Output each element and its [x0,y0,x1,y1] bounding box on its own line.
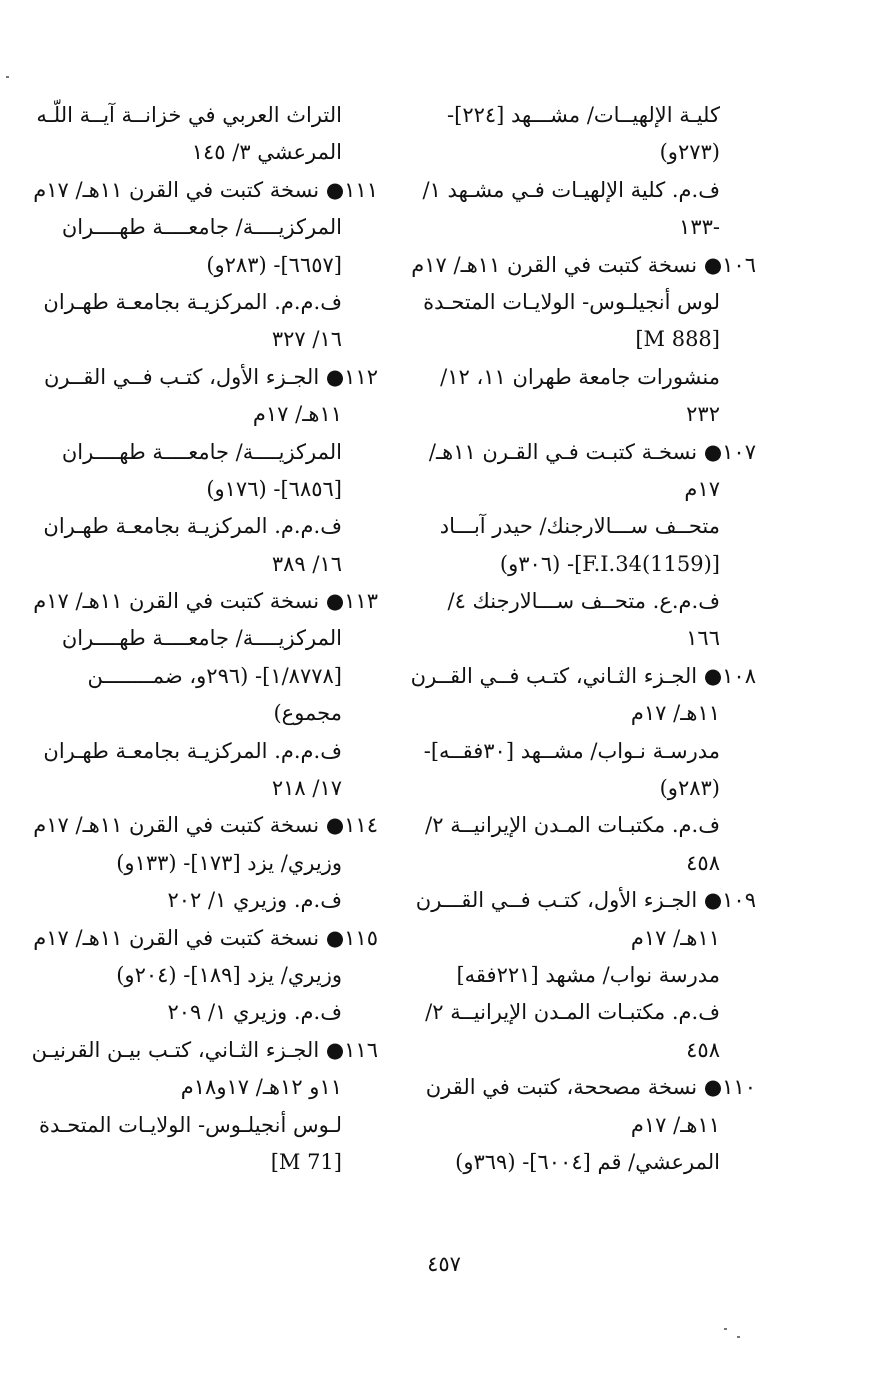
entry-heading: ١٠٦● نسخة كتبت في القرن ١١هـ/ ١٧م [411,252,756,277]
entry-line: ١٦/ ٣٨٩ [271,551,342,576]
entry-line: [M 71] [270,1149,342,1174]
entry-line: ف.م. مكتبـات المـدن الإيرانيــة ٢/ [425,1000,720,1025]
entry-heading: ١١١● نسخة كتبت في القرن ١١هـ/ ١٧م [33,177,378,202]
entry-line: ١٦٦ [686,626,720,651]
entry-line: وزيري/ يزد [١٨٩]- (٢٠٤و) [116,962,342,987]
right-column [410,97,756,1181]
entry-line: المركزيــــة/ جامعــــة طهــــران [61,439,342,464]
entry-heading: ١٠٨● الجـزء الثـاني، كتـب فــي القــرن [410,663,756,688]
entry-heading: ١١٥● نسخة كتبت في القرن ١١هـ/ ١٧م [33,925,378,950]
entry-line: ف.م. كلية الإلهيـات فـي مشـهد ١/ [422,177,720,202]
scan-speck [737,1336,740,1338]
entry-line: المركزيــــة/ جامعــــة طهــــران [61,626,342,651]
page-number: ٤٥٧ [427,1252,461,1276]
entry-line: ف.م.م. المركزيـة بجامعـة طهـران [43,514,342,539]
scan-speck [6,76,9,78]
entry-line: لوس أنجيلـوس- الولايـات المتحـدة [423,289,720,314]
entry-line: ٢٣٢ [686,402,720,427]
entry-line: متحــف ســـالارجنك/ حيدر آبـــاد [439,514,720,539]
entry-line: ١١هـ/ ١٧م [252,402,342,427]
left-column [31,97,378,1181]
entry-line: ١٦/ ٣٢٧ [271,327,342,352]
entry-line: -١٣٣ [679,215,720,240]
entry-heading: ١٠٩● الجـزء الأول، كتـب فــي القـــرن [415,888,756,913]
entry-line: ١١هـ/ ١٧م [630,925,720,950]
entry-line: ٤٥٨ [686,1037,720,1062]
entry-line: ١٧/ ٢١٨ [271,776,342,801]
scan-speck [724,1328,727,1330]
entry-line: ١٧م [684,476,720,501]
entry-line: منشورات جامعة طهران ١١، ١٢/ [440,364,720,389]
entry-line: مدرسة نواب/ مشهد [٢٢١فقه] [456,962,720,987]
entry-line: ف.م.ع. متحــف ســـالارجنك ٤/ [447,589,720,614]
entry-line: مجموع) [273,701,342,726]
entry-line: لـوس أنجيلـوس- الولايـات المتحـدة [39,1112,342,1137]
entry-heading: ١١٣● نسخة كتبت في القرن ١١هـ/ ١٧م [33,589,378,614]
entry-heading: ١١٦● الجـزء الثـاني، كتـب بيـن القرنيـن [31,1037,378,1062]
entry-line: كليـة الإلهيــات/ مشـــهد [٢٢٤]- [447,103,720,127]
entry-line: ف.م.م. المركزيـة بجامعـة طهـران [43,289,342,314]
entry-line: مدرسـة نـواب/ مشــهد [٣٠فقــه]- [423,738,720,763]
entry-heading: ١١٢● الجـزء الأول، كتـب فــي القــرن [43,364,378,389]
entry-line: [٦٦٥٧]- (٢٨٣و) [206,252,342,277]
entry-line: (٢٨٣و) [659,776,720,801]
entry-line: ف.م. مكتبـات المـدن الإيرانيــة ٢/ [425,813,720,838]
entry-line: ف.م. وزيري ١/ ٢٠٢ [167,888,342,913]
entry-line: [٦٨٥٦]- (١٧٦و) [206,476,342,501]
entry-line: ٤٥٨ [686,850,720,875]
entry-line: المرعشي ٣/ ١٤٥ [191,140,342,165]
entry-line: [M 888] [635,327,720,352]
entry-line: ١١و ١٢هـ/ ١٧و١٨م [180,1075,342,1100]
entry-line: التراث العربي في خزانــة آيــة اللّـه [36,103,342,127]
entry-line: [(1159)F.I.34]- (٣٠٦و) [499,551,720,576]
entry-heading: ١٠٧● نسخـة كتبـت فـي القـرن ١١هـ/ [428,439,756,464]
entry-heading: ١١٠● نسخة مصححة، كتبت في القرن [425,1075,756,1100]
entry-line: ف.م.م. المركزيـة بجامعـة طهـران [43,738,342,763]
entry-line: المركزيــــة/ جامعــــة طهــــران [61,215,342,240]
entry-line: [١/٨٧٧٨]- (٢٩٦و، ضمــــــــن [87,663,342,688]
entry-line: ١١هـ/ ١٧م [630,1112,720,1137]
entry-line: (٢٧٣و) [659,140,720,165]
entry-line: وزيري/ يزد [١٧٣]- (١٣٣و) [116,850,342,875]
entry-line: ف.م. وزيري ١/ ٢٠٩ [167,1000,342,1025]
entry-line: ١١هـ/ ١٧م [630,701,720,726]
entry-heading: ١١٤● نسخة كتبت في القرن ١١هـ/ ١٧م [33,813,378,838]
entry-line: المرعشي/ قم [٦٠٠٤]- (٣٦٩و) [455,1149,720,1174]
